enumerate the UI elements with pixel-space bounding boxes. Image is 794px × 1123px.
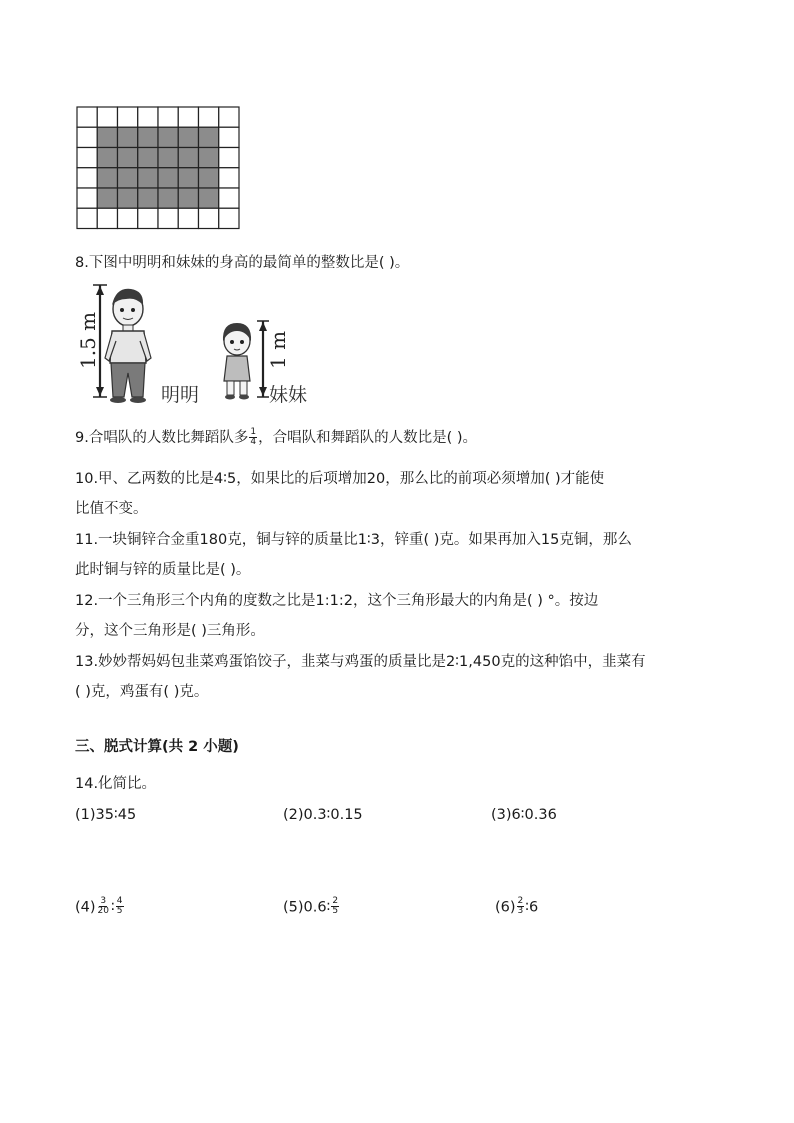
fraction-denominator: 20 [97, 906, 109, 916]
q9-text-after: ，合唱队和舞蹈队的人数比是( )。 [258, 430, 477, 446]
grid-cell-shaded [158, 168, 178, 188]
grid-cell-shaded [97, 188, 117, 208]
grid-cell [77, 188, 97, 208]
grid-cell [77, 168, 97, 188]
q14-part-1: (1)35∶45 [75, 807, 137, 823]
question-8: 8.下图中明明和妹妹的身高的最简单的整数比是( )。 [75, 255, 410, 271]
grid-cell-shaded [178, 127, 198, 147]
q9-fraction-denominator: 4 [250, 436, 257, 447]
grid-cell [138, 208, 158, 228]
grid-cell [199, 208, 219, 228]
question-11-line-2: 此时铜与锌的质量比是( )。 [75, 562, 251, 578]
grid-cell [77, 148, 97, 168]
q14-part-6 [495, 898, 538, 917]
grid-cell [77, 127, 97, 147]
grid-cell-shaded [158, 127, 178, 147]
grid-cell [219, 188, 239, 208]
grid-cell-shaded [97, 168, 117, 188]
grid-cell-shaded [178, 188, 198, 208]
ratio-separator: ∶ [111, 899, 115, 916]
q9-fraction-numerator: 1 [250, 426, 257, 437]
grid-cell-shaded [138, 188, 158, 208]
grid-cell-shaded [138, 168, 158, 188]
q14-part-4-prefix: (4) [75, 899, 96, 916]
question-10-line-1: 10.甲、乙两数的比是4∶5，如果比的后项增加20，那么比的前项必须增加( )才能使 [75, 471, 605, 487]
brother-figure [105, 289, 151, 403]
grid-cell-shaded [118, 168, 138, 188]
grid-cell [97, 208, 117, 228]
grid-cell [118, 107, 138, 127]
sister-figure [223, 323, 251, 400]
fraction-numerator: 3 [100, 896, 107, 906]
q9-text-before: 9.合唱队的人数比舞蹈队多 [75, 430, 249, 446]
grid-cell [77, 208, 97, 228]
grid-cell [158, 107, 178, 127]
fraction-denominator: 3 [517, 906, 524, 916]
q14-part-6-prefix: (6) [495, 899, 516, 916]
q14-part-5-prefix: (5)0.6∶ [283, 899, 331, 916]
grid-cell-shaded [138, 127, 158, 147]
grid-cell-shaded [158, 188, 178, 208]
grid-cell-shaded [178, 148, 198, 168]
grid-cell [219, 168, 239, 188]
grid-cell-shaded [97, 127, 117, 147]
q14-part-6-fraction [517, 897, 525, 916]
grid-cell [219, 208, 239, 228]
grid-cell-shaded [118, 127, 138, 147]
grid-cell [199, 107, 219, 127]
shaded-grid-figure [76, 106, 240, 230]
q14-part-4-fraction-b [116, 897, 124, 916]
grid-cell [118, 208, 138, 228]
grid-cell-shaded [199, 148, 219, 168]
grid-cell [219, 127, 239, 147]
sister-height-label: 1 m [266, 330, 290, 369]
sister-name-label: 妹妹 [269, 384, 308, 406]
grid-cell [178, 107, 198, 127]
question-12-line-2: 分，这个三角形是( )三角形。 [75, 623, 265, 639]
grid-cell [158, 208, 178, 228]
question-9 [75, 423, 477, 453]
grid-cell-shaded [199, 188, 219, 208]
brother-height-label: 1.5 m [76, 311, 100, 369]
q14-part-3: (3)6∶0.36 [491, 807, 557, 823]
q14-part-4-fraction-a [97, 897, 110, 916]
fraction-numerator: 2 [517, 896, 524, 906]
grid-cell [138, 107, 158, 127]
grid-cell-shaded [97, 148, 117, 168]
grid-cell [77, 107, 97, 127]
q9-fraction [249, 428, 257, 447]
question-14-title: 14.化简比。 [75, 776, 157, 792]
section-3-title: 三、脱式计算(共 2 小题) [75, 739, 239, 755]
grid-cell-shaded [178, 168, 198, 188]
grid-cell [219, 148, 239, 168]
brother-name-label: 明明 [161, 384, 200, 406]
fraction-numerator: 4 [116, 896, 123, 906]
q14-part-5-fraction [331, 897, 339, 916]
question-11-line-1: 11.一块铜锌合金重180克，铜与锌的质量比1∶3，锌重( )克。如果再加入15克铜，那么 [75, 532, 632, 548]
grid-cell-shaded [158, 148, 178, 168]
grid-cell [178, 208, 198, 228]
grid-cell-shaded [118, 148, 138, 168]
grid-cell-shaded [138, 148, 158, 168]
fraction-denominator: 5 [332, 906, 339, 916]
question-10-line-2: 比值不变。 [75, 501, 148, 517]
grid-cells [77, 107, 239, 229]
grid-cell-shaded [199, 127, 219, 147]
question-12-line-1: 12.一个三角形三个内角的度数之比是1:1:2，这个三角形最大的内角是( ) °。按边 [75, 593, 599, 609]
grid-cell [97, 107, 117, 127]
height-comparison-figure [76, 283, 326, 409]
grid-cell-shaded [199, 168, 219, 188]
fraction-denominator: 5 [116, 906, 123, 916]
grid-cell-shaded [118, 188, 138, 208]
question-13-line-1: 13.妙妙帮妈妈包韭菜鸡蛋馅饺子，韭菜与鸡蛋的质量比是2∶1,450克的这种馅中，韭菜有 [75, 654, 646, 670]
q14-part-6-suffix: ∶6 [525, 899, 539, 916]
q14-part-4 [75, 898, 125, 917]
fraction-numerator: 2 [332, 896, 339, 906]
question-13-line-2: ( )克，鸡蛋有( )克。 [75, 684, 209, 700]
q14-part-2: (2)0.3∶0.15 [283, 807, 363, 823]
grid-cell [219, 107, 239, 127]
q14-part-5 [283, 898, 340, 917]
